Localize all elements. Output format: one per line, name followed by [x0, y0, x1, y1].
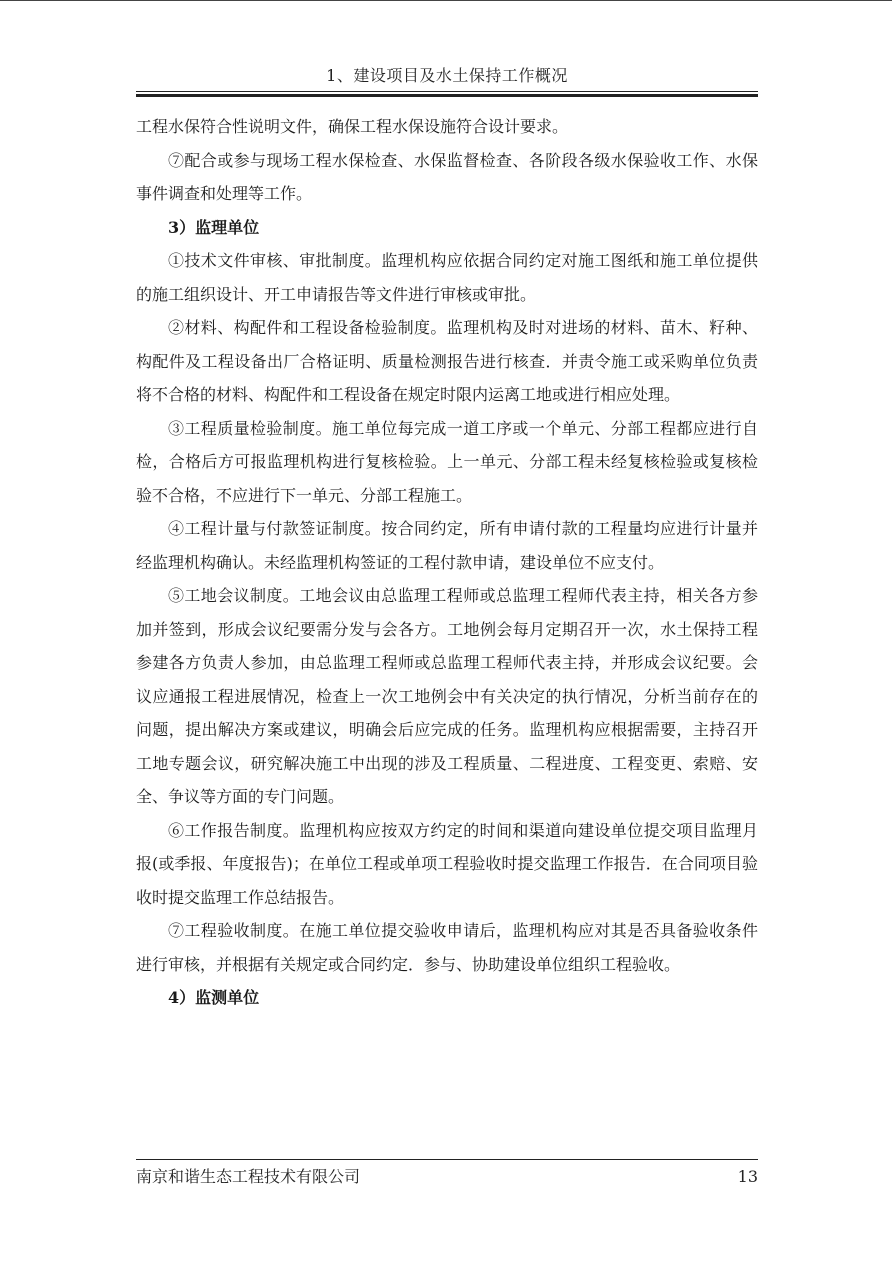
paragraph: ⑥工作报告制度。监理机构应按双方约定的时间和渠道向建设单位提交项目监理月报(或季报、年度报告)；在单位工程或单项工程验收时提交监理工作报告．在合同项目验收时提交监理工作总结报告。	[136, 820, 758, 907]
running-header-title: 1、建设项目及水土保持工作概况	[326, 66, 568, 85]
header-rule-thick	[136, 94, 758, 97]
page-top-border	[0, 0, 892, 1]
paragraph: ①技术文件审核、审批制度。监理机构应依据合同约定对施工图纸和施工单位提供的施工组织设计、开工申请报告等文件进行审核或审批。	[136, 251, 758, 304]
page-number: 13	[737, 1167, 758, 1186]
footer-company-name: 南京和谐生态工程技术有限公司	[136, 1167, 361, 1186]
paragraph: ④工程计量与付款签证制度。按合同约定，所有申请付款的工程量均应进行计量并经监理机构确认。未经监理机构签证的工程付款申请，建设单位不应支付。	[136, 519, 758, 572]
paragraph: ⑤工地会议制度。工地会议由总监理工程师或总监理工程师代表主持，相关各方参加并签到，形成会议纪要需分发与会各方。工地例会每月定期召开一次，水土保持工程参建各方负责人参加，由总监理工程师或总监理工程师代表主持，并形成会议纪要。会议应通报工程进展情况，检查上一次工地例会中有关决定的执行情况，分析当前存在的问题，提出解决方案或建议，明确会后应完成的任务。监理机构应根据需要，主持召开工地专题会议，研究解决施工中出现的涉及工程质量、二程进度、工程变更、索赔、安全、争议等方面的专门问题。	[136, 586, 758, 806]
footer-rule	[136, 1159, 758, 1160]
paragraph: ⑦工程验收制度。在施工单位提交验收申请后，监理机构应对其是否具备验收条件进行审核，并根据有关规定或合同约定．参与、协助建设单位组织工程验收。	[136, 921, 758, 974]
document-body	[136, 110, 758, 1015]
paragraph: ⑦配合或参与现场工程水保检查、水保监督检查、各阶段各级水保验收工作、水保事件调查和处理等工作。	[136, 150, 758, 203]
paragraph: 工程水保符合性说明文件，确保工程水保设施符合设计要求。	[136, 117, 569, 136]
paragraph: ②材料、构配件和工程设备检验制度。监理机构及时对进场的材料、苗木、籽种、构配件及工程设备出厂合格证明、质量检测报告进行核查．并责令施工或采购单位负责将不合格的材料、构配件和工程设备在规定时限内运离工地或进行相应处理。	[136, 318, 758, 404]
paragraph: ③工程质量检验制度。施工单位每完成一道工序或一个单元、分部工程都应进行自检，合格后方可报监理机构进行复核检验。上一单元、分部工程未经复核检验或复核检验不合格，不应进行下一单元、分部工程施工。	[136, 418, 758, 505]
section-heading: 3）监理单位	[168, 217, 260, 237]
header-rule-thin	[136, 91, 758, 92]
section-heading: 4）监测单位	[168, 988, 260, 1007]
